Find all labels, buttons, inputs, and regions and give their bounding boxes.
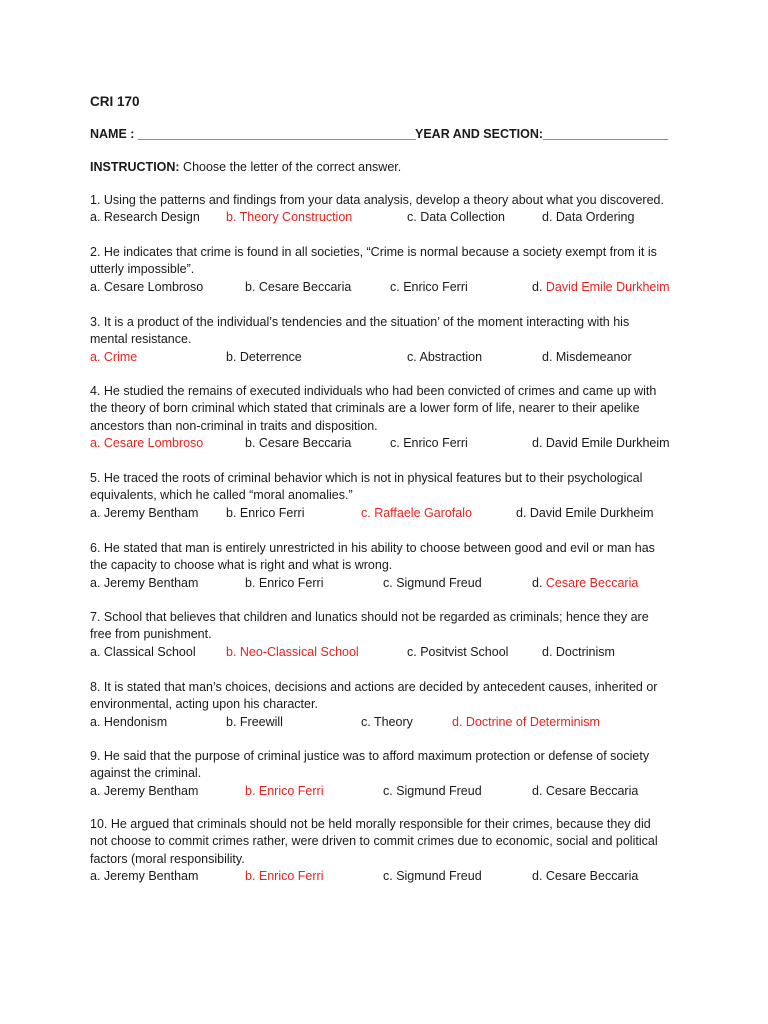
question-10-option-b: b. Enrico Ferri <box>245 868 324 883</box>
question-1-text: 1. Using the patterns and findings from your data analysis, develop a theory about what you discovered. <box>90 193 664 207</box>
question-4-option-d: d. David Emile Durkheim <box>532 435 670 450</box>
question-9-option-c: c. Sigmund Freud <box>383 783 482 798</box>
question-10-text: not choose to commit crimes rather, were driven to commit crimes due to economic, social and political <box>90 834 658 849</box>
question-10-option-a: a. Jeremy Bentham <box>90 868 199 883</box>
question-1-option-b: b. Theory Construction <box>226 210 353 225</box>
name-field-label: NAME : ________________________________________ <box>90 127 416 141</box>
question-3-option-c: c. Abstraction <box>407 349 483 364</box>
question-5-option-d: d. David Emile Durkheim <box>516 505 654 520</box>
course-title: CRI 170 <box>90 94 140 109</box>
question-2-option-b: b. Cesare Beccaria <box>245 279 352 294</box>
question-7-text: 7. School that believes that children and lunatics should not be regarded as criminals; hence they are <box>90 610 649 624</box>
question-4-text: the theory of born criminal which stated that criminals are a lower form of life, nearer to their apelike <box>90 401 640 416</box>
question-6-option-a: a. Jeremy Bentham <box>90 575 199 590</box>
question-4-text: 4. He studied the remains of executed individuals who had been convicted of crimes and came up with <box>90 384 657 398</box>
question-2-text: utterly impossible”. <box>90 262 195 277</box>
option-letter: d. <box>532 575 546 590</box>
question-2-option-a: a. Cesare Lombroso <box>90 279 204 294</box>
question-1-option-c: c. Data Collection <box>407 210 505 225</box>
question-10-text: 10. He argued that criminals should not be held morally responsible for their crimes, because they did <box>90 817 651 831</box>
question-3-option-a: a. Crime <box>90 349 138 364</box>
question-6-option-b: b. Enrico Ferri <box>245 575 324 590</box>
question-8-option-b: b. Freewill <box>226 714 283 729</box>
question-5-text: 5. He traced the roots of criminal behavior which is not in physical features but to their psychological <box>90 471 643 485</box>
question-1-option-d: d. Data Ordering <box>542 210 635 225</box>
question-8-option-c: c. Theory <box>361 714 413 729</box>
question-6-option-c: c. Sigmund Freud <box>383 575 482 590</box>
question-8-option-a: a. Hendonism <box>90 714 168 729</box>
option-answer-text: David Emile Durkheim <box>545 279 670 294</box>
question-8-option-d: d. Doctrine of Determinism <box>452 714 600 729</box>
question-2-text: 2. He indicates that crime is found in all societies, “Crime is normal because a society exempt from it is <box>90 245 657 259</box>
question-6-option-d <box>532 575 638 592</box>
question-3-option-b: b. Deterrence <box>226 349 302 364</box>
question-10-text: factors (moral responsibility. <box>90 851 245 866</box>
question-5-option-b: b. Enrico Ferri <box>226 505 305 520</box>
question-9-option-d: d. Cesare Beccaria <box>532 783 639 798</box>
question-9-option-b: b. Enrico Ferri <box>245 783 324 798</box>
option-answer-text: Cesare Beccaria <box>545 575 639 590</box>
question-3-text: mental resistance. <box>90 332 192 347</box>
instruction <box>90 159 401 176</box>
question-7-text: free from punishment. <box>90 627 212 642</box>
question-6-text: 6. He stated that man is entirely unrestricted in his ability to choose between good and evil or man has <box>90 541 655 555</box>
question-5-option-a: a. Jeremy Bentham <box>90 505 199 520</box>
question-2-option-c: c. Enrico Ferri <box>390 279 468 294</box>
question-4-text: ancestors than non-criminal in traits and disposition. <box>90 418 378 433</box>
question-6-text: the capacity to choose what is right and what is wrong. <box>90 558 393 573</box>
question-9-text: against the criminal. <box>90 766 202 781</box>
question-4-option-b: b. Cesare Beccaria <box>245 435 352 450</box>
question-9-option-a: a. Jeremy Bentham <box>90 783 199 798</box>
question-5-text: equivalents, which he called “moral anomalies.” <box>90 488 353 503</box>
instruction-text: Choose the letter of the correct answer. <box>179 160 402 174</box>
question-5-option-c: c. Raffaele Garofalo <box>361 505 472 520</box>
question-7-option-d: d. Doctrinism <box>542 644 615 659</box>
question-1-option-a: a. Research Design <box>90 210 200 225</box>
option-letter: d. <box>532 279 546 294</box>
question-10-option-d: d. Cesare Beccaria <box>532 868 639 883</box>
question-7-option-a: a. Classical School <box>90 644 196 659</box>
instruction-label: INSTRUCTION: <box>90 160 180 174</box>
question-9-text: 9. He said that the purpose of criminal justice was to afford maximum protection or defense of society <box>90 749 650 763</box>
year-section-field-label: YEAR AND SECTION:__________________ <box>415 127 669 141</box>
question-7-option-c: c. Positvist School <box>407 644 509 659</box>
question-8-text: 8. It is stated that man’s choices, decisions and actions are decided by antecedent causes, inherited or <box>90 680 658 694</box>
question-2-option-d <box>532 279 670 296</box>
question-8-text: environmental, acting upon his character. <box>90 697 318 712</box>
question-3-text: 3. It is a product of the individual’s tendencies and the situation’ of the moment interacting with his <box>90 315 630 329</box>
question-4-option-a: a. Cesare Lombroso <box>90 435 204 450</box>
question-4-option-c: c. Enrico Ferri <box>390 435 468 450</box>
question-3-option-d: d. Misdemeanor <box>542 349 632 364</box>
question-10-option-c: c. Sigmund Freud <box>383 868 482 883</box>
question-7-option-b: b. Neo-Classical School <box>226 644 359 659</box>
